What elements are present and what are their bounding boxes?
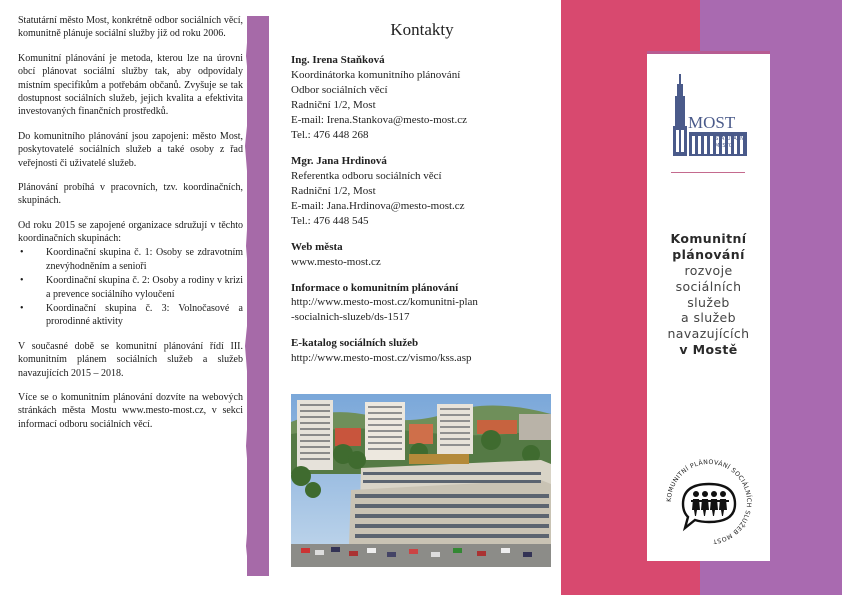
list-item: [18, 274, 243, 301]
bullet-icon: •: [20, 247, 24, 259]
logo-wordmark: MOST: [688, 113, 736, 132]
info-section: [291, 281, 553, 326]
info-link[interactable]: [291, 295, 553, 325]
bullet-icon: •: [20, 275, 24, 287]
title-line: sociálních: [675, 278, 742, 294]
contact-role: Referentka odboru sociálních věcí: [291, 169, 442, 182]
title-line: navazujících: [667, 326, 750, 342]
contact-card: [291, 154, 553, 229]
most-logo: [669, 70, 749, 160]
intro-text-column: [18, 14, 243, 442]
divider: [671, 172, 745, 173]
contact-card: [291, 53, 553, 143]
list-item: [18, 246, 243, 273]
seal-ring-text: KOMUNITNÍ PLÁNOVÁNÍ SOCIÁLNÍCH SLUŽEB MOST: [665, 458, 753, 544]
contact-name: Mgr. Jana Hrdinová: [291, 154, 387, 167]
katalog-heading: E-katalog sociálních služeb: [291, 337, 419, 350]
info-heading: Informace o komunitním plánování: [291, 281, 459, 294]
torn-edge-icon: [243, 16, 269, 576]
contacts-title: Kontakty: [390, 20, 454, 39]
web-link[interactable]: www.mesto-most.cz: [291, 255, 381, 268]
katalog-link[interactable]: http://www.mesto-most.cz/vismo/kss.asp: [291, 352, 472, 365]
web-heading: Web města: [291, 240, 343, 253]
intro-paragraph-5: Od roku 2015 se zapojené organizace sdružují v těchto koordinačních skupinách:: [18, 219, 243, 245]
title-line: rozvoje: [684, 262, 733, 278]
contact-department: Odbor sociálních věcí: [291, 84, 388, 97]
city-logo-icon: [669, 70, 749, 160]
title-line: plánování: [672, 246, 745, 262]
info-link-line-2[interactable]: -socialnich-sluzeb/ds-1517: [291, 311, 410, 324]
community-planning-seal: [661, 454, 757, 544]
intro-paragraph-3: Do komunitního plánování jsou zapojeni: město Most, poskytovatelé sociálních služeb a také osoby z řad veřejnosti či uživatelé služeb.: [18, 130, 243, 169]
contact-email[interactable]: E-mail: Irena.Stankova@mesto-most.cz: [291, 113, 467, 126]
group-label: Koordinační skupina č. 3: Volnočasové a prorodinné aktivity: [46, 303, 243, 328]
decorative-strip: [247, 16, 267, 576]
city-buildings-image: [291, 394, 551, 567]
intro-paragraph-6: V současné době se komunitní plánování řídí III. komunitním plánem sociálních služeb a služeb navazujících 2015 – 2018.: [18, 340, 243, 379]
contact-name: Ing. Irena Staňková: [291, 54, 385, 67]
intro-paragraph-2: Komunitní plánování je metoda, kterou lze na úrovni obcí plánovat sociální služby tak, aby odpovídaly místním specifikům a potřebám občanů. Zvyšuje se tak dostupnost sociálních služeb, jejich kvalita a efektivita investovaných finančních prostředků.: [18, 52, 243, 118]
contact-email[interactable]: E-mail: Jana.Hrdinova@mesto-most.cz: [291, 199, 465, 212]
contact-address: Radniční 1/2, Most: [291, 98, 376, 111]
brochure-title: [647, 231, 770, 358]
logo-subtitle-2: MĚSTO: [715, 143, 733, 149]
contact-phone: Tel.: 476 448 268: [291, 128, 369, 141]
katalog-section: [291, 336, 553, 366]
city-photo: [291, 394, 551, 567]
title-line: Komunitní: [670, 231, 747, 246]
intro-paragraph-4: Plánování probíhá v pracovních, tzv. koordinačních, skupinách.: [18, 181, 243, 207]
intro-paragraph-1: Statutární město Most, konkrétně odbor sociálních věcí, komunitně plánuje sociální služby již od roku 2006.: [18, 15, 243, 40]
title-line: a služeb: [681, 310, 736, 326]
web-section: [291, 240, 553, 270]
contact-phone: Tel.: 476 448 545: [291, 214, 369, 227]
contact-role: Koordinátorka komunitního plánování: [291, 69, 461, 82]
bullet-icon: •: [20, 303, 24, 315]
cover-card: [647, 51, 770, 561]
coordination-groups-list: [18, 246, 243, 328]
contacts-column: [291, 18, 553, 377]
contact-address: Radniční 1/2, Most: [291, 184, 376, 197]
intro-paragraph-7: Více se o komunitním plánování dozvíte na webových stránkách města Mostu www.mesto-most.cz, v sekci informací odboru sociálních věcí.: [18, 391, 243, 430]
list-item: [18, 302, 243, 329]
title-line: v Mostě: [679, 342, 738, 358]
seal-logo-icon: [661, 454, 757, 544]
group-label: Koordinační skupina č. 2: Osoby a rodiny v krizi a prevence sociálního vyloučení: [46, 275, 243, 300]
group-label: Koordinační skupina č. 1: Osoby se zdravotním znevýhodněním a senioři: [46, 247, 243, 272]
logo-subtitle-1: STATUTÁRNÍ: [715, 136, 746, 142]
title-line: služeb: [687, 294, 730, 310]
info-link-line-1[interactable]: http://www.mesto-most.cz/komunitni-plan: [291, 296, 478, 309]
